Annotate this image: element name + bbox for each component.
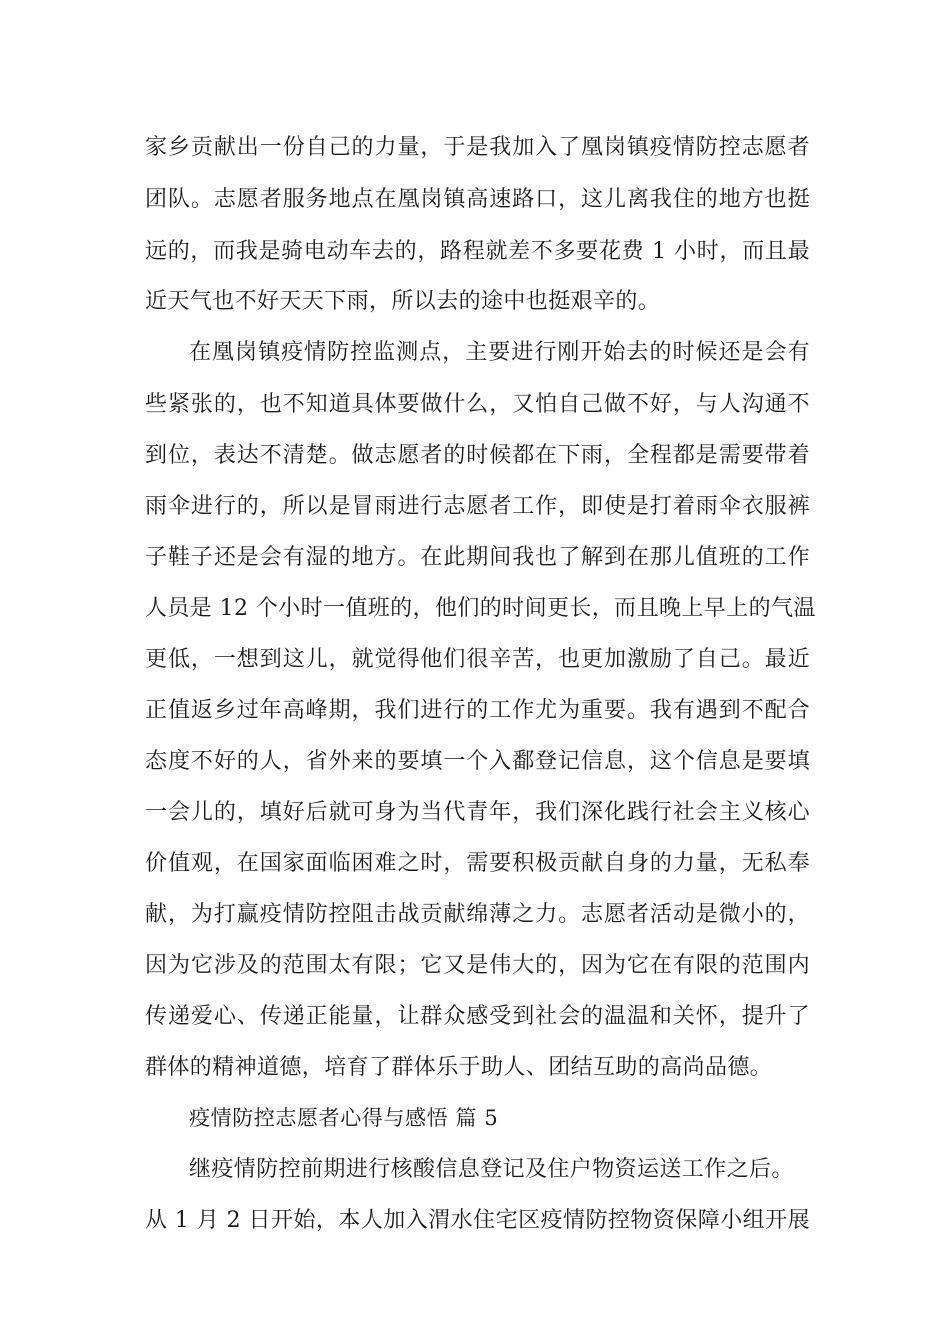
- text-line: 雨伞进行的，所以是冒雨进行志愿者工作，即使是打着雨伞衣服裤: [145, 494, 810, 519]
- text-line: 价值观，在国家面临困难之时，需要积极贡献自身的力量，无私奉: [145, 851, 810, 876]
- text-line: 献，为打赢疫情防控阻击战贡献绵薄之力。志愿者活动是微小的，: [145, 902, 810, 927]
- text-line: 到位，表达不清楚。做志愿者的时候都在下雨，全程都是需要带着: [145, 443, 810, 468]
- text-line: 正值返乡过年高峰期，我们进行的工作尤为重要。我有遇到不配合: [145, 698, 810, 723]
- text-line: 子鞋子还是会有湿的地方。在此期间我也了解到在那儿值班的工作: [145, 545, 810, 570]
- text-line: 一会儿的，填好后就可身为当代青年，我们深化践行社会主义核心: [145, 800, 810, 825]
- paragraph-first-line: 继疫情防控前期进行核酸信息登记及住户物资运送工作之后。: [189, 1157, 794, 1182]
- text-line: 传递爱心、传递正能量，让群众感受到社会的温温和关怀，提升了: [145, 1004, 810, 1029]
- text-line: 团队。志愿者服务地点在凰岗镇高速路口，这儿离我住的地方也挺: [145, 187, 810, 212]
- text-line: 近天气也不好天天下雨，所以去的途中也挺艰辛的。: [145, 289, 661, 314]
- text-line: 家乡贡献出一份自己的力量，于是我加入了凰岗镇疫情防控志愿者: [145, 135, 810, 160]
- text-line: 因为它涉及的范围太有限；它又是伟大的，因为它在有限的范围内: [145, 953, 810, 978]
- text-line: 更低，一想到这儿，就觉得他们很辛苦，也更加激励了自己。最近: [145, 647, 810, 672]
- paragraph-first-line: 在凰岗镇疫情防控监测点，主要进行刚开始去的时候还是会有: [189, 340, 810, 365]
- text-line: 些紧张的，也不知道具体要做什么，又怕自己做不好，与人沟通不: [145, 392, 810, 417]
- text-line: 群体的精神道德，培育了群体乐于助人、团结互助的高尚品德。: [145, 1055, 773, 1080]
- text-line: 人员是 12 个小时一值班的，他们的时间更长，而且晚上早上的气温: [145, 596, 816, 621]
- text-line: 远的，而我是骑电动车去的，路程就差不多要花费 1 小时，而且最: [145, 239, 810, 264]
- text-line: 从 1 月 2 日开始，本人加入渭水住宅区疫情防控物资保障小组开展: [145, 1208, 810, 1233]
- text-line: 态度不好的人，省外来的要填一个入鄱登记信息，这个信息是要填: [145, 749, 810, 774]
- section-heading: 疫情防控志愿者心得与感悟 篇 5: [189, 1106, 499, 1130]
